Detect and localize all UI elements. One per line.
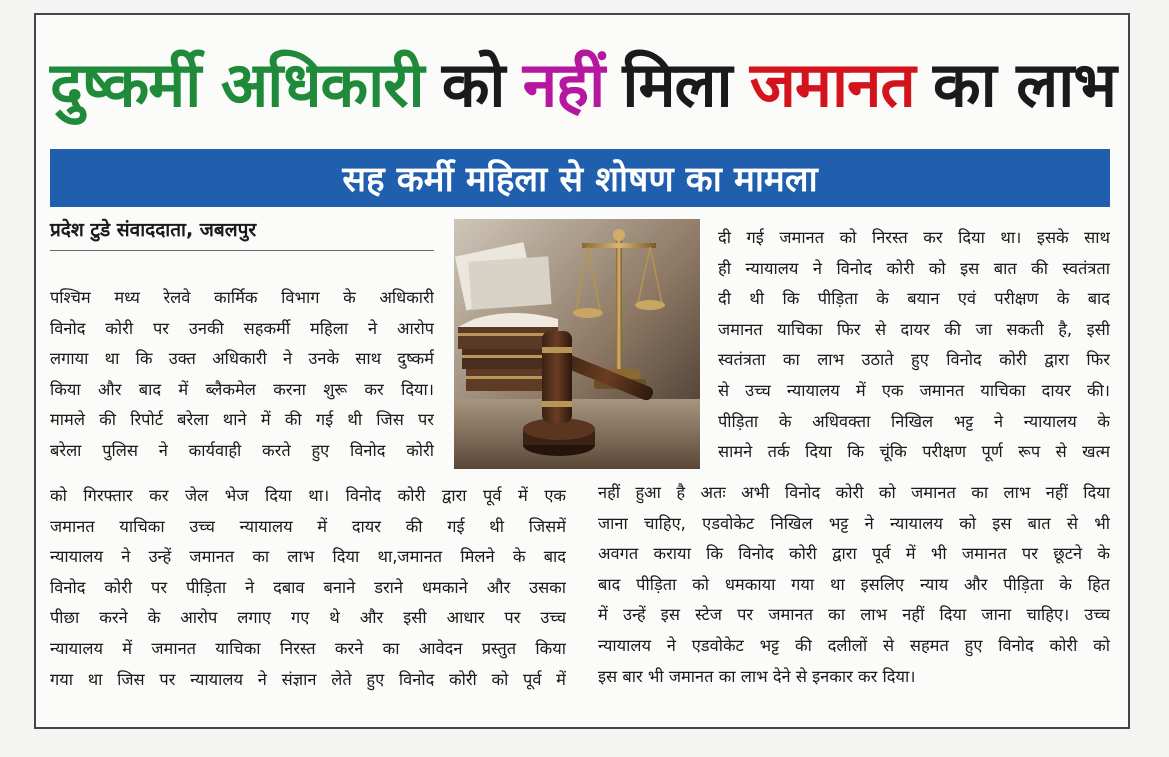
gavel-scales-image [454,219,700,469]
article-column-4 [598,478,1110,692]
article-line: अवगत कराया कि विनोद कोरी द्वारा पूर्व में भी जमानत पर छूटने के [598,544,1110,564]
article-column-2 [50,481,566,695]
article-line: से उच्च न्यायालय में एक जमानत याचिका दायर की। [718,380,1110,400]
article-line: मामले की रिपोर्ट बरेला थाने में की गई थी जिस पर [50,410,434,430]
news-clipping [34,13,1130,729]
article-line: पश्चिम मध्य रेलवे कार्मिक विभाग के अधिकारी [50,288,434,307]
article-line: जमानत याचिका फिर से दायर की जा सकती है, इसी [718,319,1110,339]
article-line: बरेला पुलिस ने कार्यवाही करते हुए विनोद कोरी [50,440,434,460]
headline-part-2: को [441,48,505,121]
headline-part-5: जमानत [749,48,915,121]
headline-part-6: का लाभ [933,48,1116,121]
article-line: किया और बाद में ब्लैकमेल करना शुरू कर दिया। [50,379,434,399]
article-line: पीछा करने के आरोप लगाए गए थे और इसी आधार पर उच्च [50,608,566,628]
subheadline-banner [50,149,1110,207]
article-line: पीड़िता के अधिवक्ता निखिल भट्ट ने न्यायालय के [718,411,1110,431]
article-line: जाना चाहिए, एडवोकेट निखिल भट्ट ने न्यायालय को इस बात से भी [598,513,1110,533]
article-column-1 [50,283,434,467]
headline [50,37,1116,133]
article-line: विनोद कोरी पर उनकी सहकर्मी महिला ने आरोप [50,318,434,338]
article-photo [454,219,700,469]
article-line: जमानत याचिका उच्च न्यायालय में दायर की गई थी जिसमें [50,516,566,536]
article-line: न्यायालय में जमानत याचिका निरस्त करने का आवेदन प्रस्तुत किया [50,638,566,658]
article-line: नहीं हुआ है अतः अभी विनोद कोरी को जमानत का लाभ नहीं दिया [598,483,1110,502]
article-line: में उन्हें इस स्टेज पर जमानत का लाभ नहीं दिया जाना चाहिए। उच्च [598,605,1110,625]
article-line: ही न्यायालय ने विनोद कोरी को इस बात की स्वतंत्रता [718,258,1110,278]
article-line: लगाया था कि उक्त अधिकारी ने उनके साथ दुष्कर्म [50,349,434,369]
subheadline: सह कर्मी महिला से शोषण का मामला [342,159,818,200]
article-line: गया था जिस पर न्यायालय ने संज्ञान लेते हुए विनोद कोरी को पूर्व में [50,669,566,689]
headline-part-3: नहीं [522,48,605,121]
article-line: विनोद कोरी पर पीड़िता ने दबाव बनाने डराने धमकाने और उसका [50,577,566,597]
byline: प्रदेश टुडे संवाददाता, जबलपुर [50,216,434,251]
article-line: स्वतंत्रता का लाभ उठाते हुए विनोद कोरी द्वारा फिर [718,350,1110,370]
article-line: को गिरफ्तार कर जेल भेज दिया था। विनोद कोरी द्वारा पूर्व में एक [50,486,566,505]
article-column-3 [718,223,1110,468]
headline-part-1: दुष्कर्मी अधिकारी [50,48,424,121]
article-line: न्यायालय ने एडवोकेट भट्ट की दलीलों से सहमत हुए विनोद कोरी को [598,635,1110,655]
article-line: इस बार भी जमानत का लाभ देने से इनकार कर दिया। [598,666,916,686]
article-line: न्यायालय ने उन्हें जमानत का लाभ दिया था,जमानत मिलने के बाद [50,547,566,567]
article-line: दी थी कि पीड़िता के बयान एवं परीक्षण के बाद [718,289,1110,309]
article-line: सामने तर्क दिया कि चूंकि परीक्षण पूर्ण रूप से खत्म [718,442,1110,462]
article-line: दी गई जमानत को निरस्त कर दिया था। इसके साथ [718,228,1110,247]
article-line: बाद पीड़िता को धमकाया गया था इसलिए न्याय और पीड़िता के हित [598,574,1110,594]
headline-part-4: मिला [622,48,732,121]
